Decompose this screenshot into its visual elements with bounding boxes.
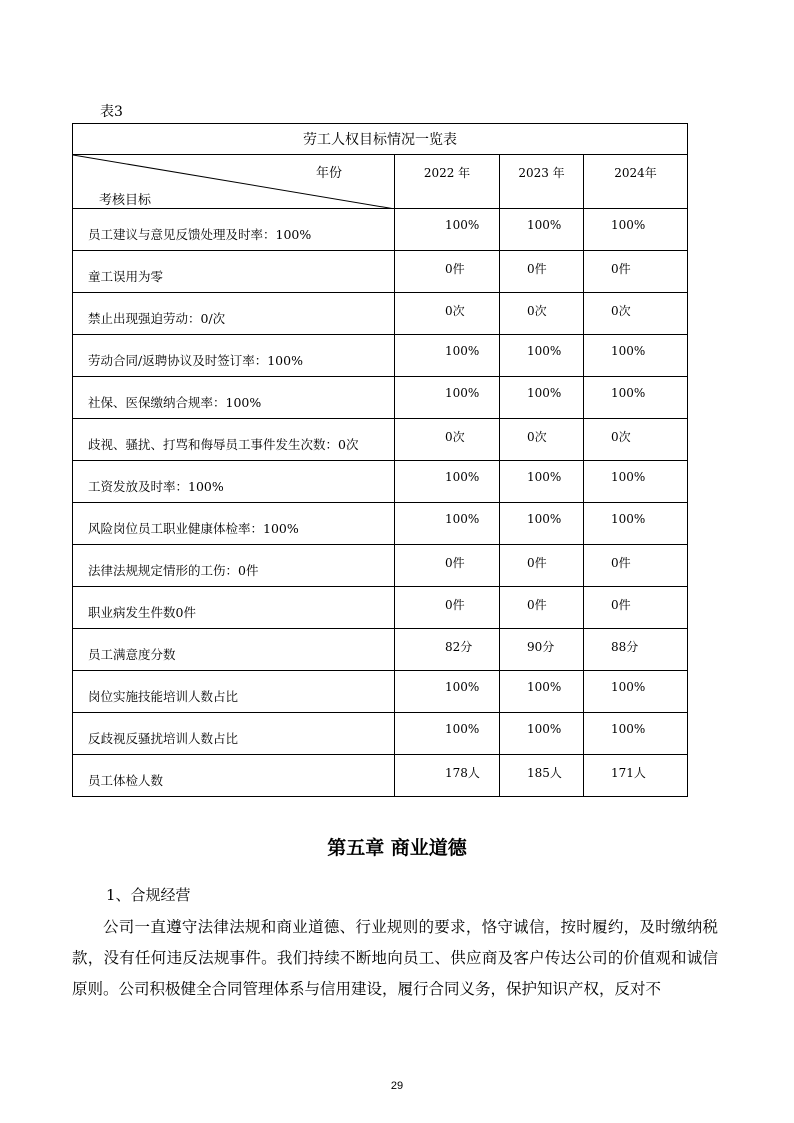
goal-value-2023: 100% — [500, 377, 584, 419]
table-row — [73, 587, 688, 629]
year-header-2024: 2024年 — [584, 155, 688, 209]
goal-value-2023: 100% — [500, 461, 584, 503]
goal-header-label: 考核目标 — [99, 193, 152, 208]
goal-label: 员工体检人数 — [73, 755, 395, 797]
goal-value-2023: 0件 — [500, 545, 584, 587]
goal-value-2024: 0件 — [584, 251, 688, 293]
goal-value-2023: 0件 — [500, 587, 584, 629]
table-row — [73, 293, 688, 335]
table-row — [73, 461, 688, 503]
goal-value-2023: 100% — [500, 209, 584, 251]
table-row — [73, 377, 688, 419]
table-row — [73, 671, 688, 713]
goal-value-2022: 0次 — [395, 419, 500, 461]
goal-label: 禁止出现强迫劳动：0/次 — [73, 293, 395, 335]
table-row — [73, 209, 688, 251]
goal-value-2024: 171人 — [584, 755, 688, 797]
year-header-2022: 2022 年 — [395, 155, 500, 209]
goal-label: 法律法规规定情形的工伤：0件 — [73, 545, 395, 587]
goal-label: 劳动合同/返聘协议及时签订率：100% — [73, 335, 395, 377]
table-row — [73, 713, 688, 755]
goal-label: 反歧视反骚扰培训人数占比 — [73, 713, 395, 755]
goal-label: 歧视、骚扰、打骂和侮辱员工事件发生次数：0次 — [73, 419, 395, 461]
goal-value-2024: 0件 — [584, 545, 688, 587]
goal-value-2024: 0件 — [584, 587, 688, 629]
goal-value-2024: 0次 — [584, 419, 688, 461]
goal-value-2023: 100% — [500, 503, 584, 545]
section-title: 1、合规经营 — [106, 886, 191, 904]
goal-value-2023: 0次 — [500, 419, 584, 461]
table-row — [73, 755, 688, 797]
goal-value-2022: 100% — [395, 503, 500, 545]
goal-value-2024: 100% — [584, 209, 688, 251]
goal-label: 职业病发生件数0件 — [73, 587, 395, 629]
year-header-2023: 2023 年 — [500, 155, 584, 209]
goal-label: 员工满意度分数 — [73, 629, 395, 671]
goal-value-2022: 100% — [395, 335, 500, 377]
goal-value-2023: 100% — [500, 671, 584, 713]
table-title: 劳工人权目标情况一览表 — [73, 124, 688, 155]
diagonal-header-cell — [73, 155, 395, 209]
goal-label: 风险岗位员工职业健康体检率：100% — [73, 503, 395, 545]
goal-value-2022: 0次 — [395, 293, 500, 335]
goal-value-2024: 0次 — [584, 293, 688, 335]
page-number: 29 — [390, 1080, 404, 1092]
goal-value-2022: 100% — [395, 713, 500, 755]
table-caption: 表3 — [100, 104, 123, 120]
year-header-label: 年份 — [315, 166, 342, 181]
table-row — [73, 335, 688, 377]
goal-value-2022: 100% — [395, 671, 500, 713]
goal-value-2022: 0件 — [395, 545, 500, 587]
goal-value-2024: 100% — [584, 671, 688, 713]
goal-value-2022: 0件 — [395, 587, 500, 629]
goal-value-2023: 100% — [500, 335, 584, 377]
goal-value-2024: 100% — [584, 335, 688, 377]
table-row — [73, 251, 688, 293]
goal-value-2022: 100% — [395, 461, 500, 503]
goal-label: 员工建议与意见反馈处理及时率：100% — [73, 209, 395, 251]
goal-value-2023: 0件 — [500, 251, 584, 293]
goal-value-2023: 185人 — [500, 755, 584, 797]
table-row — [73, 503, 688, 545]
goal-value-2024: 100% — [584, 461, 688, 503]
goal-value-2023: 90分 — [500, 629, 584, 671]
goal-value-2024: 100% — [584, 377, 688, 419]
goal-value-2023: 0次 — [500, 293, 584, 335]
goal-label: 岗位实施技能培训人数占比 — [73, 671, 395, 713]
labor-rights-goals-table — [72, 123, 688, 797]
goal-value-2022: 178人 — [395, 755, 500, 797]
table-row — [73, 545, 688, 587]
goal-value-2022: 0件 — [395, 251, 500, 293]
goal-label: 童工误用为零 — [73, 251, 395, 293]
goal-value-2024: 100% — [584, 503, 688, 545]
goal-value-2024: 88分 — [584, 629, 688, 671]
table-row — [73, 629, 688, 671]
chapter-title: 第五章 商业道德 — [327, 837, 467, 859]
goal-label: 社保、医保缴纳合规率：100% — [73, 377, 395, 419]
body-paragraph: 公司一直遵守法律法规和商业道德、行业规则的要求，恪守诚信，按时履约，及时缴纳税款，没有任何违反法规事件。我们持续不断地向员工、供应商及客户传达公司的价值观和诚信原则。公司积极健全合同管理体系与信用建设，履行合同义务，保护知识产权，反对不 — [72, 918, 718, 998]
goal-label: 工资发放及时率：100% — [73, 461, 395, 503]
goal-value-2024: 100% — [584, 713, 688, 755]
goal-value-2022: 82分 — [395, 629, 500, 671]
table-row — [73, 419, 688, 461]
goal-value-2023: 100% — [500, 713, 584, 755]
goal-value-2022: 100% — [395, 209, 500, 251]
goal-value-2022: 100% — [395, 377, 500, 419]
